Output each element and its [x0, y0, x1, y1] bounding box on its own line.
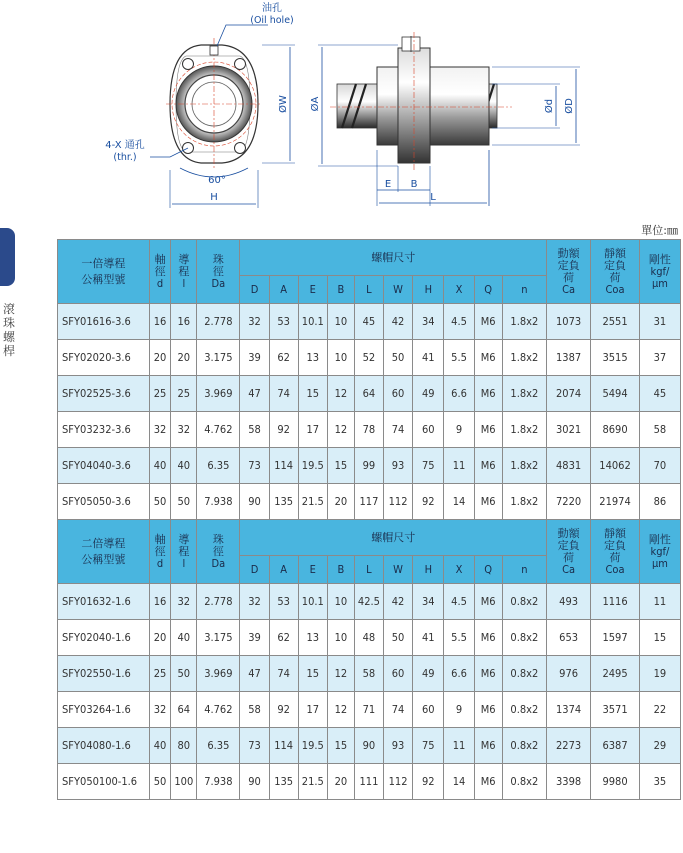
table-cell: 6387 [591, 728, 640, 764]
table-cell: 2273 [546, 728, 590, 764]
rigidity-header [639, 240, 680, 304]
table-cell: 20 [149, 620, 171, 656]
model-number-cell: SFY02550-1.6 [58, 656, 150, 692]
table-cell: 15 [298, 376, 327, 412]
table-cell: 92 [413, 764, 444, 800]
table-cell: 37 [639, 340, 680, 376]
model-number-cell: SFY02525-3.6 [58, 376, 150, 412]
table-cell: 112 [384, 484, 413, 520]
dim-l: L [430, 192, 436, 203]
table-row [58, 484, 681, 520]
table-cell: 13 [298, 340, 327, 376]
table-cell: 11 [444, 448, 474, 484]
model-header-subtitle: 公稱型號 [81, 552, 126, 566]
dim-col-header-n: n [502, 276, 546, 304]
table-cell: 75 [413, 728, 444, 764]
table-cell: M6 [474, 484, 502, 520]
table-cell: 34 [413, 304, 444, 340]
lead-header-text: 導程l [178, 532, 190, 570]
table-cell: 60 [384, 656, 413, 692]
table-cell: M6 [474, 412, 502, 448]
table-cell: 16 [171, 304, 197, 340]
table-cell: 71 [354, 692, 383, 728]
angle-label: 60° [208, 175, 226, 186]
table-cell: 4.5 [444, 584, 474, 620]
table-cell: 19 [639, 656, 680, 692]
table-cell: M6 [474, 656, 502, 692]
table-row [58, 448, 681, 484]
table-cell: 17 [298, 692, 327, 728]
table-cell: 70 [639, 448, 680, 484]
table-cell: 20 [327, 484, 354, 520]
table-cell: 60 [413, 412, 444, 448]
table-cell: 74 [384, 692, 413, 728]
section-tab-marker [0, 228, 15, 286]
table-cell: 60 [413, 692, 444, 728]
dim-col-header-e: E [298, 276, 327, 304]
model-header-title: 二倍導程 [81, 536, 126, 550]
table-row [58, 376, 681, 412]
table-cell: 47 [240, 656, 269, 692]
table-cell: 0.8x2 [502, 584, 546, 620]
header-row [58, 520, 681, 556]
table-cell: 6.6 [444, 376, 474, 412]
table-cell: 40 [149, 448, 171, 484]
ball-diameter-header-text: 珠徑Da [211, 532, 226, 570]
table-cell: 92 [269, 412, 298, 448]
table-cell: 42 [384, 584, 413, 620]
ball-diameter-header-text: 珠徑Da [211, 252, 226, 290]
table-cell: 93 [384, 448, 413, 484]
table-cell: 48 [354, 620, 383, 656]
table-cell: 17 [298, 412, 327, 448]
rigidity-header [639, 520, 680, 584]
table-cell: 40 [171, 448, 197, 484]
table-cell: 64 [171, 692, 197, 728]
table-cell: 0.8x2 [502, 764, 546, 800]
dim-col-header-a: A [269, 556, 298, 584]
table-cell: 73 [240, 448, 269, 484]
static-load-header-symbol: Coa [605, 282, 625, 296]
table-cell: 29 [639, 728, 680, 764]
table-cell: 34 [413, 584, 444, 620]
table-cell: 42.5 [354, 584, 383, 620]
table-cell: 58 [240, 412, 269, 448]
table-row [58, 584, 681, 620]
table-cell: 117 [354, 484, 383, 520]
hole-label-en: (thr.) [113, 152, 137, 163]
table-cell: 3.175 [197, 620, 240, 656]
table-cell: 9 [444, 412, 474, 448]
table-cell: 58 [639, 412, 680, 448]
table-cell: 11 [639, 584, 680, 620]
dim-w: ØW [278, 95, 289, 113]
nut-dimensions-header: 螺帽尺寸 [240, 240, 547, 276]
table-cell: 31 [639, 304, 680, 340]
dynamic-load-header-symbol: Ca [562, 282, 576, 296]
table-cell: 4831 [546, 448, 590, 484]
oil-hole-label-cn: 油孔 [262, 3, 282, 14]
table-cell: 32 [149, 692, 171, 728]
dim-col-header-q: Q [474, 276, 502, 304]
table-cell: 0.8x2 [502, 620, 546, 656]
table-cell: 10.1 [298, 584, 327, 620]
table-cell: 653 [546, 620, 590, 656]
dim-col-header-l: L [354, 276, 383, 304]
table-cell: 50 [384, 340, 413, 376]
front-view [105, 1, 295, 208]
table-cell: 2551 [591, 304, 640, 340]
dim-col-header-h: H [413, 276, 444, 304]
table-cell: 7.938 [197, 764, 240, 800]
table-cell: 13 [298, 620, 327, 656]
table-cell: 20 [327, 764, 354, 800]
table-cell: M6 [474, 764, 502, 800]
table-cell: 114 [269, 728, 298, 764]
table-cell: 1.8x2 [502, 484, 546, 520]
table-cell: 1.8x2 [502, 340, 546, 376]
table-cell: 74 [384, 412, 413, 448]
table-cell: 3021 [546, 412, 590, 448]
dim-col-header-b: B [327, 276, 354, 304]
table-cell: 41 [413, 340, 444, 376]
shaft-diameter-header-text: 軸徑d [154, 532, 166, 570]
header-row [58, 240, 681, 276]
table-cell: 14 [444, 764, 474, 800]
table-row [58, 692, 681, 728]
table-cell: 41 [413, 620, 444, 656]
rigidity-header-title: 剛性 [648, 532, 671, 546]
table-cell: 8690 [591, 412, 640, 448]
table-cell: 3.969 [197, 376, 240, 412]
table-cell: 4.5 [444, 304, 474, 340]
model-number-cell: SFY050100-1.6 [58, 764, 150, 800]
spec-table [57, 239, 681, 800]
lead-header [171, 520, 197, 584]
table-cell: 6.35 [197, 448, 240, 484]
shaft-diameter-header [149, 520, 171, 584]
dim-h: H [210, 192, 218, 203]
table-cell: 976 [546, 656, 590, 692]
table-cell: 49 [413, 376, 444, 412]
table-cell: 90 [354, 728, 383, 764]
table-cell: 50 [149, 764, 171, 800]
table-cell: 22 [639, 692, 680, 728]
table-cell: 32 [171, 412, 197, 448]
table-cell: 20 [149, 340, 171, 376]
table-cell: 1597 [591, 620, 640, 656]
table-cell: 6.6 [444, 656, 474, 692]
table-cell: 93 [384, 728, 413, 764]
table-cell: 10 [327, 340, 354, 376]
model-number-cell: SFY03232-3.6 [58, 412, 150, 448]
model-number-cell: SFY04080-1.6 [58, 728, 150, 764]
table-cell: 111 [354, 764, 383, 800]
static-load-header [591, 240, 640, 304]
table-cell: 25 [171, 376, 197, 412]
dynamic-load-header-title: 動額定負荷 [557, 246, 580, 284]
table-cell: 32 [240, 304, 269, 340]
table-cell: 10.1 [298, 304, 327, 340]
side-view [309, 32, 580, 206]
table-cell: 10 [327, 584, 354, 620]
table-cell: 0.8x2 [502, 728, 546, 764]
table-row [58, 620, 681, 656]
table-cell: 5494 [591, 376, 640, 412]
table-cell: 62 [269, 340, 298, 376]
nut-dimensions-header: 螺帽尺寸 [240, 520, 547, 556]
hole-label-cn: 4-X 通孔 [105, 140, 145, 151]
table-cell: M6 [474, 376, 502, 412]
model-header-cell [58, 240, 150, 304]
table-cell: 50 [149, 484, 171, 520]
table-cell: 2.778 [197, 304, 240, 340]
table-cell: 90 [240, 764, 269, 800]
table-cell: 3515 [591, 340, 640, 376]
table-cell: 6.35 [197, 728, 240, 764]
dynamic-load-header-symbol: Ca [562, 562, 576, 576]
rigidity-header-symbol: kgf/μm [650, 544, 670, 570]
model-number-cell: SFY04040-3.6 [58, 448, 150, 484]
table-cell: 50 [384, 620, 413, 656]
table-cell: 19.5 [298, 448, 327, 484]
table-cell: M6 [474, 620, 502, 656]
dim-col-header-l: L [354, 556, 383, 584]
dim-b: B [410, 179, 418, 190]
table-cell: M6 [474, 692, 502, 728]
table-cell: 20 [171, 340, 197, 376]
table-cell: 112 [384, 764, 413, 800]
table-cell: M6 [474, 584, 502, 620]
table-cell: 39 [240, 340, 269, 376]
table-cell: 53 [269, 304, 298, 340]
table-cell: 58 [240, 692, 269, 728]
table-cell: 42 [384, 304, 413, 340]
dim-col-header-x: X [444, 276, 474, 304]
technical-drawing [0, 0, 683, 215]
table-cell: 9980 [591, 764, 640, 800]
table-cell: 1.8x2 [502, 448, 546, 484]
table-cell: 114 [269, 448, 298, 484]
table-cell: M6 [474, 340, 502, 376]
static-load-header-title: 靜額定負荷 [604, 246, 627, 284]
oil-hole-label-en: (Oil hole) [250, 15, 294, 26]
table-row [58, 728, 681, 764]
table-cell: 3.969 [197, 656, 240, 692]
dim-col-header-d: D [240, 276, 269, 304]
shaft-diameter-header-text: 軸徑d [154, 252, 166, 290]
lead-header [171, 240, 197, 304]
table-cell: 3571 [591, 692, 640, 728]
table-cell: 15 [298, 656, 327, 692]
table-row [58, 304, 681, 340]
table-cell: 75 [413, 448, 444, 484]
rigidity-header-title: 剛性 [648, 252, 671, 266]
table-cell: 50 [171, 656, 197, 692]
table-cell: 40 [171, 620, 197, 656]
table-cell: 2495 [591, 656, 640, 692]
table-cell: 92 [269, 692, 298, 728]
table-cell: 15 [327, 448, 354, 484]
dim-col-header-n: n [502, 556, 546, 584]
table-cell: 16 [149, 304, 171, 340]
dim-col-header-a: A [269, 276, 298, 304]
table-row [58, 656, 681, 692]
model-header-cell [58, 520, 150, 584]
table-cell: 62 [269, 620, 298, 656]
table-cell: M6 [474, 448, 502, 484]
table-cell: 32 [240, 584, 269, 620]
model-number-cell: SFY01632-1.6 [58, 584, 150, 620]
lead-header-text: 導程l [178, 252, 190, 290]
static-load-header-symbol: Coa [605, 562, 625, 576]
table-cell: 10 [327, 620, 354, 656]
side-category-label: 滾珠螺桿 [2, 302, 15, 358]
table-cell: 32 [171, 584, 197, 620]
table-row [58, 412, 681, 448]
table-cell: 15 [639, 620, 680, 656]
table-cell: 74 [269, 656, 298, 692]
model-number-cell: SFY05050-3.6 [58, 484, 150, 520]
table-cell: 7.938 [197, 484, 240, 520]
table-cell: 3.175 [197, 340, 240, 376]
table-cell: 12 [327, 656, 354, 692]
table-cell: 25 [149, 376, 171, 412]
dim-col-header-d: D [240, 556, 269, 584]
table-cell: 14062 [591, 448, 640, 484]
table-cell: 80 [171, 728, 197, 764]
table-cell: 25 [149, 656, 171, 692]
table-cell: 53 [269, 584, 298, 620]
table-cell: 100 [171, 764, 197, 800]
dim-col-header-b: B [327, 556, 354, 584]
table-cell: 1073 [546, 304, 590, 340]
table-cell: 493 [546, 584, 590, 620]
dim-col-header-q: Q [474, 556, 502, 584]
table-cell: 135 [269, 484, 298, 520]
table-cell: 40 [149, 728, 171, 764]
table-cell: 3398 [546, 764, 590, 800]
table-cell: 12 [327, 412, 354, 448]
table-cell: 73 [240, 728, 269, 764]
table-cell: 45 [354, 304, 383, 340]
table-cell: 4.762 [197, 412, 240, 448]
model-number-cell: SFY02040-1.6 [58, 620, 150, 656]
table-cell: 1387 [546, 340, 590, 376]
table-cell: 86 [639, 484, 680, 520]
table-cell: 7220 [546, 484, 590, 520]
table-row [58, 764, 681, 800]
ball-diameter-header [197, 240, 240, 304]
shaft-diameter-header [149, 240, 171, 304]
table-cell: 1.8x2 [502, 412, 546, 448]
dim-e: E [384, 179, 392, 190]
dynamic-load-header-title: 動額定負荷 [557, 526, 580, 564]
static-load-header [591, 520, 640, 584]
dynamic-load-header [546, 240, 590, 304]
table-cell: 92 [413, 484, 444, 520]
table-cell: 49 [413, 656, 444, 692]
table-cell: 58 [354, 656, 383, 692]
table-cell: 0.8x2 [502, 656, 546, 692]
dim-d-large: ØD [564, 98, 575, 114]
dim-a: ØA [310, 96, 321, 112]
model-header-title: 一倍導程 [81, 256, 126, 270]
table-cell: 45 [639, 376, 680, 412]
table-cell: 9 [444, 692, 474, 728]
table-cell: 32 [149, 412, 171, 448]
table-cell: 21.5 [298, 764, 327, 800]
ball-diameter-header [197, 520, 240, 584]
table-cell: 19.5 [298, 728, 327, 764]
table-cell: 21.5 [298, 484, 327, 520]
table-cell: 12 [327, 376, 354, 412]
table-cell: 1374 [546, 692, 590, 728]
table-cell: 0.8x2 [502, 692, 546, 728]
table-cell: M6 [474, 304, 502, 340]
table-cell: 78 [354, 412, 383, 448]
table-cell: 52 [354, 340, 383, 376]
static-load-header-title: 靜額定負荷 [604, 526, 627, 564]
model-number-cell: SFY02020-3.6 [58, 340, 150, 376]
table-cell: 74 [269, 376, 298, 412]
dynamic-load-header [546, 520, 590, 584]
table-cell: 21974 [591, 484, 640, 520]
dim-col-header-w: W [384, 276, 413, 304]
table-cell: 64 [354, 376, 383, 412]
table-cell: 1116 [591, 584, 640, 620]
table-cell: 5.5 [444, 620, 474, 656]
table-cell: 14 [444, 484, 474, 520]
rigidity-header-symbol: kgf/μm [650, 264, 670, 290]
table-cell: 12 [327, 692, 354, 728]
model-number-cell: SFY03264-1.6 [58, 692, 150, 728]
table-cell: 35 [639, 764, 680, 800]
table-cell: 2074 [546, 376, 590, 412]
table-cell: 39 [240, 620, 269, 656]
table-cell: 90 [240, 484, 269, 520]
table-cell: 11 [444, 728, 474, 764]
table-cell: 15 [327, 728, 354, 764]
table-cell: 135 [269, 764, 298, 800]
dim-col-header-h: H [413, 556, 444, 584]
dim-col-header-e: E [298, 556, 327, 584]
table-cell: 1.8x2 [502, 304, 546, 340]
table-cell: 16 [149, 584, 171, 620]
table-cell: M6 [474, 728, 502, 764]
dim-d-small: Ød [544, 98, 555, 114]
table-cell: 99 [354, 448, 383, 484]
table-cell: 60 [384, 376, 413, 412]
model-header-subtitle: 公稱型號 [81, 272, 126, 286]
table-cell: 5.5 [444, 340, 474, 376]
dim-col-header-w: W [384, 556, 413, 584]
table-cell: 2.778 [197, 584, 240, 620]
table-cell: 47 [240, 376, 269, 412]
table-cell: 4.762 [197, 692, 240, 728]
dim-col-header-x: X [444, 556, 474, 584]
table-cell: 50 [171, 484, 197, 520]
table-cell: 1.8x2 [502, 376, 546, 412]
table-cell: 10 [327, 304, 354, 340]
table-row [58, 340, 681, 376]
model-number-cell: SFY01616-3.6 [58, 304, 150, 340]
unit-label: 單位:㎜ [641, 224, 678, 237]
